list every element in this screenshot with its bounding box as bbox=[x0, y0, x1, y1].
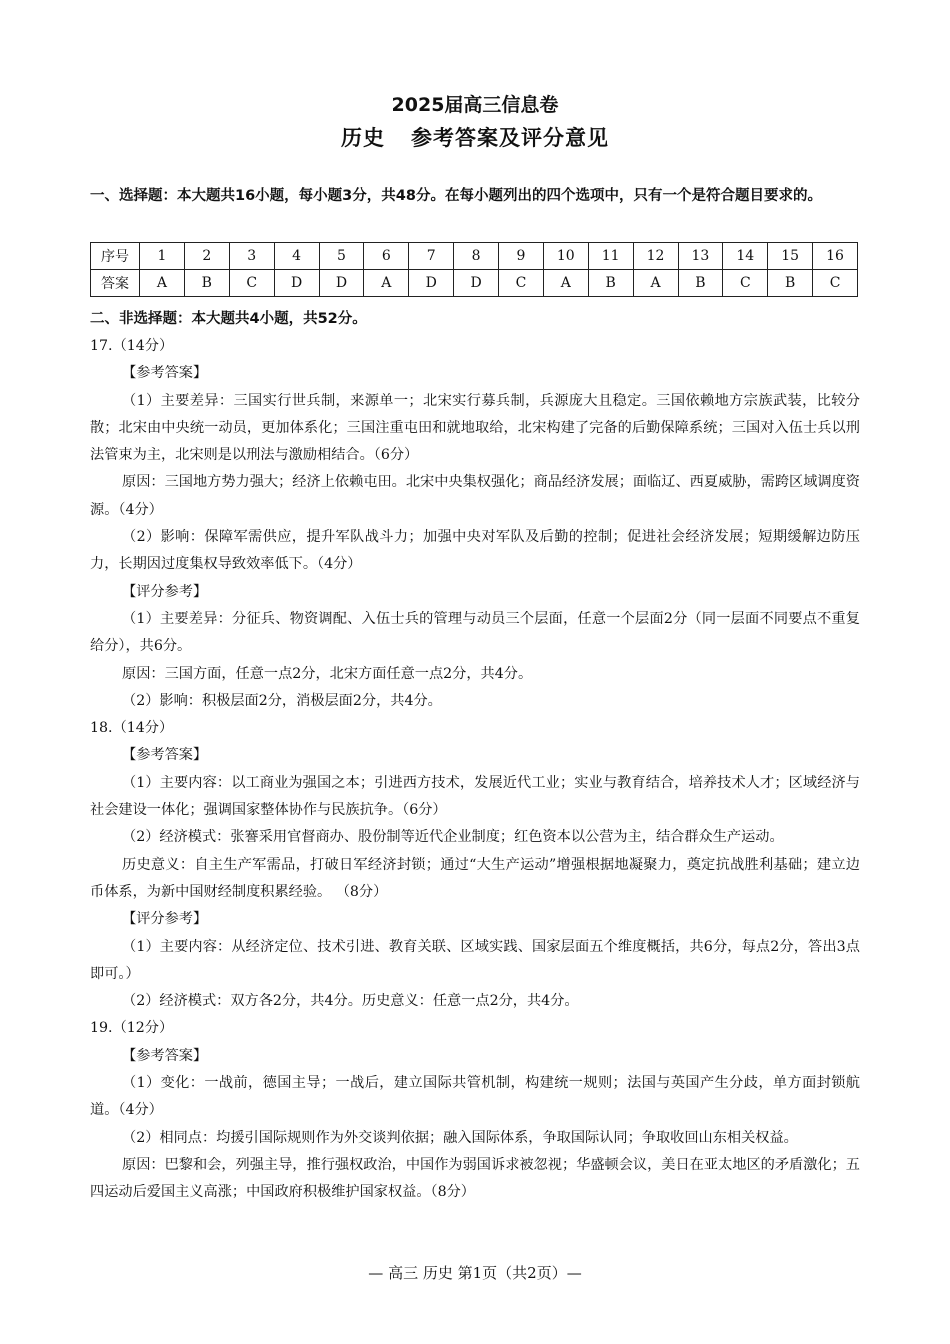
answer-paragraph: （1）主要差异：分征兵、物资调配、入伍士兵的管理与动员三个层面，任意一个层面2分（同一层面不同要点不重复给分），共6分。 bbox=[90, 610, 860, 655]
answer-paragraph: （2）经济模式：双方各2分，共4分。历史意义：任意一点2分，共4分。 bbox=[122, 993, 579, 1010]
answer-paragraph: （1）变化：一战前，德国主导；一战后，建立国际共管机制，构建统一规则；法国与英国产生分歧，单方面封锁航道。（4分） bbox=[90, 1075, 860, 1119]
question-number-cell: 10 bbox=[543, 243, 588, 270]
answer-paragraph: （2）相同点：均援引国际规则作为外交谈判依据；融入国际体系，争取国际认同；争取收回山东相关权益。 bbox=[122, 1129, 798, 1146]
question-heading: 19.（12分） bbox=[90, 1020, 174, 1037]
answer-cell: C bbox=[723, 270, 768, 297]
answer-paragraph: （1）主要内容：以工商业为强国之本；引进西方技术，发展近代工业；实业与教育结合，培养技术人才；区域经济与社会建设一体化；强调国家整体协作与民族抗争。（6分） bbox=[90, 774, 860, 819]
answer-paragraph: 历史意义：自主生产军需品，打破日军经济封锁；通过“大生产运动”增强根据地凝聚力，奠定抗战胜利基础；建立边币体系，为新中国财经制度积累经验。 （8分） bbox=[90, 856, 860, 900]
answer-cell: D bbox=[274, 270, 319, 297]
answer-cell: A bbox=[364, 270, 409, 297]
subsection-label: 【参考答案】 bbox=[122, 747, 208, 764]
answer-paragraph: （2）经济模式：张謇采用官督商办、股份制等近代企业制度；红色资本以公营为主，结合群众生产运动。 bbox=[122, 829, 784, 846]
answer-cell: A bbox=[633, 270, 678, 297]
subsection-label: 【参考答案】 bbox=[122, 365, 208, 382]
answer-cell: B bbox=[678, 270, 723, 297]
answer-paragraph: （1）主要差异：三国实行世兵制，来源单一；北宋实行募兵制，兵源庞大且稳定。三国依赖地方宗族武装，比较分散；北宋由中央统一动员，更加体系化；三国注重屯田和就地取给，北宋构建了完备的后勤保障系统；三国对入伍士兵以刑法管束为主，北宋则是以刑法与激励相结合。（6分） bbox=[90, 392, 860, 464]
question-number-cell: 14 bbox=[723, 243, 768, 270]
subtitle-label: 参考答案及评分意见 bbox=[411, 126, 609, 150]
page-footer: — 高三 历史 第1页（共2页）— bbox=[368, 1264, 582, 1282]
answer-cell: B bbox=[768, 270, 813, 297]
question-number-cell: 4 bbox=[274, 243, 319, 270]
question-number-cell: 3 bbox=[229, 243, 274, 270]
answer-body bbox=[90, 333, 860, 1207]
answer-paragraph: （1）主要内容：从经济定位、技术引进、教育关联、区域实践、国家层面五个维度概括，共6分，每点2分，答出3点即可。） bbox=[90, 938, 860, 982]
question-number-cell: 1 bbox=[140, 243, 185, 270]
answer-paragraph: （2）影响：积极层面2分，消极层面2分，共4分。 bbox=[122, 692, 442, 709]
answer-cell: C bbox=[499, 270, 544, 297]
answer-cell: A bbox=[140, 270, 185, 297]
answer-paragraph: 原因：巴黎和会，列强主导，推行强权政治，中国作为弱国诉求被忽视；华盛顿会议，美日在亚太地区的矛盾激化；五四运动后爱国主义高涨；中国政府积极维护国家权益。（8分） bbox=[90, 1156, 860, 1201]
answer-cell: C bbox=[229, 270, 274, 297]
question-number-cell: 7 bbox=[409, 243, 454, 270]
question-number-cell: 15 bbox=[768, 243, 813, 270]
answer-row bbox=[91, 270, 858, 297]
answer-paragraph: 原因：三国方面，任意一点2分，北宋方面任意一点2分，共4分。 bbox=[122, 665, 533, 682]
number-row bbox=[91, 243, 858, 270]
subsection-label: 【评分参考】 bbox=[122, 583, 208, 600]
question-number-cell: 12 bbox=[633, 243, 678, 270]
answer-paragraph: （2）影响：保障军需供应，提升军队战斗力；加强中央对军队及后勤的控制；促进社会经济发展；短期缓解边防压力，长期因过度集权导致效率低下。（4分） bbox=[90, 529, 860, 573]
number-row-label: 序号 bbox=[91, 243, 140, 270]
answer-row-label: 答案 bbox=[91, 270, 140, 297]
question-number-cell: 8 bbox=[454, 243, 499, 270]
answer-cell: B bbox=[184, 270, 229, 297]
question-number-cell: 9 bbox=[499, 243, 544, 270]
answer-cell: A bbox=[543, 270, 588, 297]
answer-cell: C bbox=[813, 270, 858, 297]
question-number-cell: 13 bbox=[678, 243, 723, 270]
question-number-cell: 2 bbox=[184, 243, 229, 270]
answer-paragraph: 原因：三国地方势力强大；经济上依赖屯田。北宋中央集权强化；商品经济发展；面临辽、西夏威胁，需跨区域调度资源。（4分） bbox=[90, 474, 860, 518]
answer-table bbox=[90, 242, 858, 297]
subsection-label: 【评分参考】 bbox=[122, 911, 208, 928]
answer-cell: D bbox=[409, 270, 454, 297]
answer-cell: B bbox=[588, 270, 633, 297]
subject-label: 历史 bbox=[341, 126, 385, 150]
section-1-heading: 一、选择题：本大题共16小题，每小题3分，共48分。在每小题列出的四个选项中，只有一个是符合题目要求的。 bbox=[90, 188, 822, 204]
answer-cell: D bbox=[319, 270, 364, 297]
question-number-cell: 5 bbox=[319, 243, 364, 270]
question-heading: 17.（14分） bbox=[90, 338, 174, 354]
question-number-cell: 6 bbox=[364, 243, 409, 270]
exam-subtitle bbox=[0, 122, 950, 152]
exam-title: 2025届高三信息卷 bbox=[391, 94, 559, 116]
answer-cell: D bbox=[454, 270, 499, 297]
question-heading: 18.（14分） bbox=[90, 720, 174, 737]
subsection-label: 【参考答案】 bbox=[122, 1047, 208, 1064]
question-number-cell: 11 bbox=[588, 243, 633, 270]
section-2-heading: 二、非选择题：本大题共4小题，共52分。 bbox=[90, 311, 367, 327]
question-number-cell: 16 bbox=[813, 243, 858, 270]
